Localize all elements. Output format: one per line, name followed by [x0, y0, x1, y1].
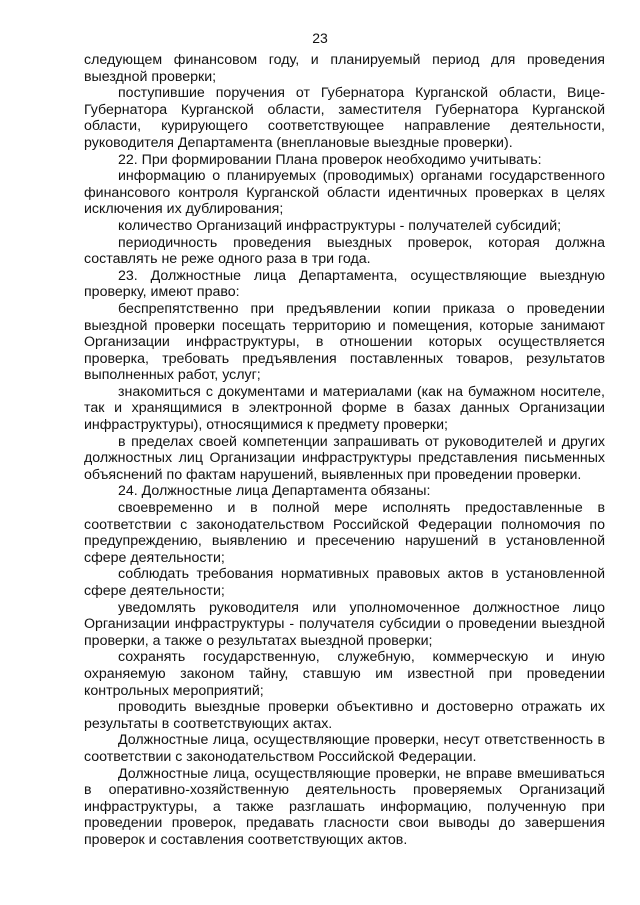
paragraph: беспрепятственно при предъявлении копии приказа о проведении выездной проверки посещать территорию и помещения, которые занимают Организации инфраструктуры, в отношении которых осуществляется проверка, требовать предъявления поставленных товаров, результатов выполненных работ, услуг;: [84, 300, 605, 384]
paragraph: соблюдать требования нормативных правовых актов в установленной сфере деятельности;: [84, 566, 605, 599]
paragraph: Должностные лица, осуществляющие проверки, не вправе вмешиваться в оперативно-хозяйственную деятельность проверяемых Организаций инфраструктуры, а также разглашать информацию, полученную при проведении проверок, предавать гласности свои выводы до завершения проверок и составления соответствующих актов.: [84, 765, 605, 848]
paragraph: сохранять государственную, служебную, коммерческую и иную охраняемую законом тайну, ставшую им известной при проведении контрольных мероприятий;: [84, 649, 605, 699]
paragraph: Должностные лица, осуществляющие проверки, несут ответственность в соответствии с законодательством Российской Федерации.: [84, 732, 605, 765]
paragraph: уведомлять руководителя или уполномоченное должностное лицо Организации инфраструктуры - получателя субсидии о проведении выездной проверки, а также о результатах выездной проверки;: [84, 599, 605, 649]
section-23-heading: 23. Должностные лица Департамента, осуществляющие выездную проверку, имеют право:: [84, 267, 605, 301]
section-22-heading: 22. При формировании Плана проверок необходимо учитывать:: [118, 151, 542, 168]
paragraph: поступившие поручения от Губернатора Курганской области, Вице-Губернатора Курганской области, заместителя Губернатора Курганской области, курирующего соответствующее направление деятельности, руководителя Департамента (внеплановые выездные проверки).: [84, 85, 605, 151]
paragraph: в пределах своей компетенции запрашивать от руководителей и других должностных лиц Организации инфраструктуры представления письменных объяснений по фактам нарушений, выявленных при проведении проверки.: [84, 433, 605, 483]
paragraph: проводить выездные проверки объективно и достоверно отражать их результаты в соответствующих актах.: [84, 699, 605, 732]
document-body: [84, 52, 605, 849]
page-number: 23: [312, 30, 328, 46]
paragraph: количество Организаций инфраструктуры - получателей субсидий;: [118, 217, 562, 234]
paragraph-continuation: следующем финансовом году, и планируемый период для проведения выездной проверки;: [84, 52, 605, 85]
paragraph: своевременно и в полной мере исполнять предоставленные в соответствии с законодательством Российской Федерации полномочия по предупреждению, выявлению и пресечению нарушений в установленной сфере деятельности;: [84, 500, 605, 566]
paragraph: информацию о планируемых (проводимых) органами государственного финансового контроля Курганской области идентичных проверках в целях исключения их дублирования;: [84, 168, 605, 218]
section-24-heading: 24. Должностные лица Департамента обязаны:: [118, 483, 431, 500]
paragraph: знакомиться с документами и материалами (как на бумажном носителе, так и хранящимися в электронной форме в базах данных Организации инфраструктуры), относящимися к предмету проверки;: [84, 383, 605, 434]
paragraph: периодичность проведения выездных проверок, которая должна составлять не реже одного раза в три года.: [84, 234, 605, 268]
